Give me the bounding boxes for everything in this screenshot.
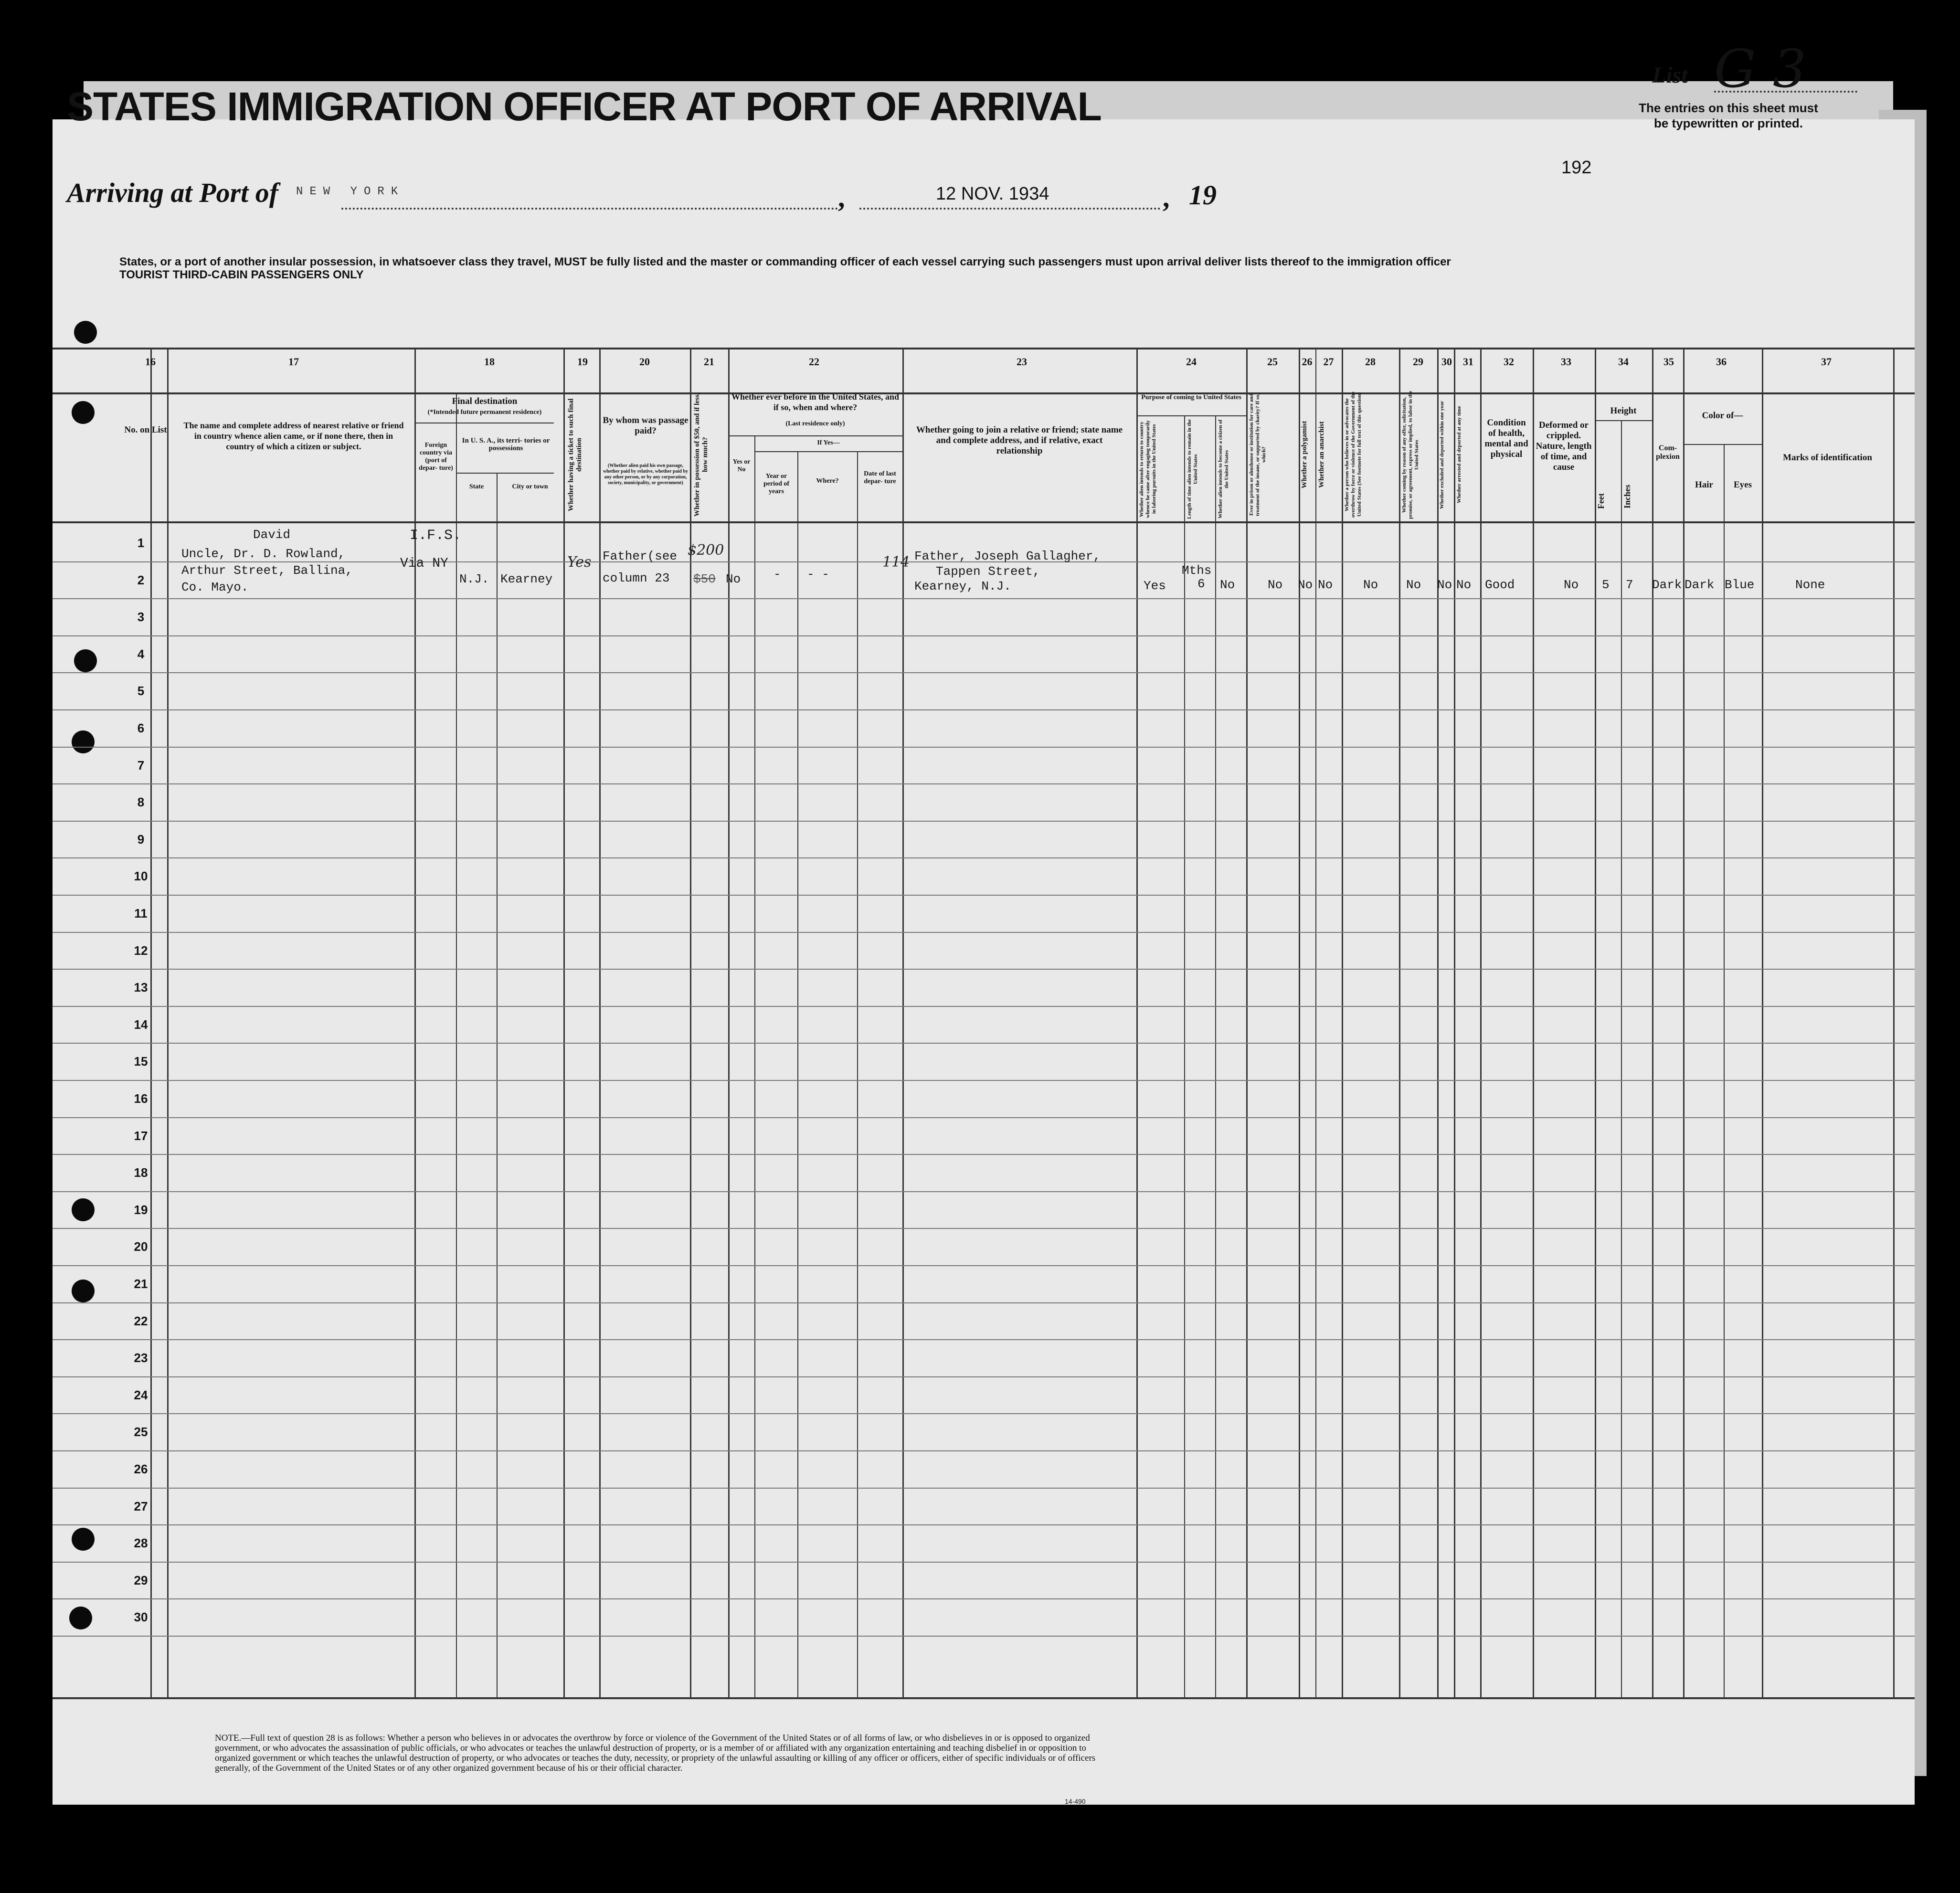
- heading-year-period: Year or period of years: [763, 473, 790, 495]
- heading-question-30: Whether excluded and deported within one year: [1439, 401, 1445, 509]
- column-number: 23: [1017, 356, 1027, 368]
- join-mark: 114: [882, 554, 910, 571]
- row-number: 22: [134, 1314, 148, 1328]
- question-31-value: No: [1456, 578, 1472, 592]
- row-rule: [53, 857, 1915, 858]
- relative-line: Uncle, Dr. D. Rowland,: [181, 547, 346, 561]
- row-rule: [53, 1339, 1915, 1340]
- table-bottom-rule: [53, 1697, 1915, 1699]
- column-rule: [1480, 349, 1482, 1698]
- row-number: 19: [134, 1203, 148, 1217]
- list-underline: [1714, 91, 1857, 93]
- row-rule: [53, 1413, 1915, 1414]
- row-number: 21: [134, 1277, 148, 1291]
- column-number: 27: [1323, 356, 1334, 368]
- destination-state: N.J.: [459, 572, 489, 586]
- heading-polygamist: Whether a polygamist: [1301, 421, 1308, 489]
- entries-note-line: The entries on this sheet must: [1639, 101, 1818, 115]
- row-number: 25: [134, 1425, 148, 1439]
- foreign-country-via: Via NY: [400, 556, 448, 571]
- column-rule: [1683, 349, 1685, 1698]
- height-feet: 5: [1602, 578, 1610, 592]
- heading-deformed: Deformed or crippled. Nature, length of time, and cause: [1536, 420, 1592, 472]
- row-number: 9: [137, 832, 145, 846]
- heading-marks: Marks of identification: [1783, 453, 1872, 463]
- row-rule: [53, 1636, 1915, 1637]
- table-top-rule: [53, 348, 1915, 349]
- port-underline: [341, 208, 838, 210]
- heading-purpose-length: Length of time alien intends to remain in the United States: [1187, 419, 1198, 519]
- heading-money: Whether in possession of $50, and if less, how much?: [693, 392, 709, 517]
- heading-health: Condition of health, mental and physical: [1484, 418, 1528, 459]
- column-rule: [754, 435, 755, 1697]
- port-name: NEW YORK: [296, 185, 405, 198]
- column-rule: [857, 451, 858, 1697]
- column-number: 18: [484, 356, 495, 368]
- ever-before: No: [726, 572, 741, 586]
- column-rule: [1315, 349, 1316, 1698]
- heading-complexion: Com- plexion: [1656, 444, 1680, 461]
- row-number: 11: [134, 906, 148, 920]
- column-number: 31: [1463, 356, 1473, 368]
- heading-foreign-country: Foreign country via (port of depar- ture): [419, 442, 453, 472]
- row-rule: [53, 932, 1915, 933]
- heading-in-usa: In U. S. A., its terri- tories or possessions: [462, 437, 550, 452]
- column-rule: [456, 394, 457, 1697]
- binder-hole: [74, 649, 97, 672]
- column-rule: [1215, 415, 1216, 1697]
- heading-if-yes: If Yes—: [817, 439, 840, 446]
- heading-question-28: Whether a person who believes in or advocates the overthrow by force or violence of the Government of the United States (See footnote for full text of this question): [1344, 391, 1362, 518]
- year-period: -: [773, 567, 781, 582]
- row-number: 14: [134, 1017, 148, 1032]
- destination-city: Kearney: [500, 572, 553, 586]
- row-number: 7: [137, 758, 145, 772]
- row-number: 28: [134, 1536, 148, 1550]
- purpose-return: Yes: [1144, 579, 1166, 593]
- binder-hole: [72, 730, 95, 753]
- height-inches: 7: [1626, 578, 1633, 592]
- heading-last-residence: (Last residence only): [785, 420, 845, 427]
- subheader-rule: [1683, 444, 1762, 445]
- join-relative: Tappen Street,: [936, 564, 1040, 579]
- marks-value: None: [1795, 578, 1825, 592]
- column-rule: [1399, 349, 1400, 1698]
- column-number: 36: [1716, 356, 1727, 368]
- binder-hole: [72, 401, 95, 424]
- row-rule: [53, 1228, 1915, 1229]
- column-number: 34: [1618, 356, 1629, 368]
- relative-name: David: [253, 528, 291, 542]
- form-number: 14-490: [1065, 1798, 1086, 1805]
- row-number: 27: [134, 1499, 148, 1513]
- row-number: 29: [134, 1573, 148, 1587]
- column-rule: [1724, 444, 1725, 1697]
- where: - -: [807, 567, 829, 582]
- row-number: 15: [134, 1054, 148, 1068]
- row-rule: [53, 1154, 1915, 1155]
- column-rule: [1533, 349, 1534, 1698]
- row-number: 30: [134, 1610, 148, 1624]
- question-29-value: No: [1406, 578, 1421, 592]
- heading-passage-paid: By whom was passage paid?: [603, 415, 689, 436]
- eyes-value: Blue: [1725, 578, 1755, 592]
- row-number: 5: [137, 684, 145, 698]
- binder-hole: [72, 1198, 95, 1221]
- row-rule: [53, 895, 1915, 896]
- question-30-value: No: [1437, 578, 1452, 592]
- binder-hole: [74, 321, 97, 344]
- row-number: 2: [137, 573, 145, 587]
- column-rule: [497, 473, 498, 1697]
- purpose-length: 6: [1197, 577, 1205, 591]
- column-rule: [1136, 349, 1138, 1698]
- column-rule: [1652, 349, 1653, 1698]
- printed-year: 192: [1561, 158, 1592, 178]
- heading-ever-before: Whether ever before in the United States, and if so, when and where?: [731, 392, 899, 412]
- row-rule: [53, 1524, 1915, 1525]
- column-number: 21: [704, 356, 714, 368]
- row-rule: [53, 969, 1915, 970]
- row-number: 8: [137, 795, 145, 809]
- row-rule: [53, 747, 1915, 748]
- row-rule: [53, 1562, 1915, 1563]
- row-number: 1: [137, 536, 145, 550]
- heading-hair: Hair: [1695, 480, 1713, 490]
- row-number: 12: [134, 943, 148, 958]
- heading-yes-no: Yes or No: [732, 458, 751, 473]
- heading-anarchist: Whether an anarchist: [1318, 421, 1325, 488]
- relative-line: Arthur Street, Ballina,: [181, 563, 353, 578]
- heading-passage-note: (Whether alien paid his own passage, whether paid by relative, whether paid by any other person, or by any corporation, society, municipality, or government): [603, 463, 689, 486]
- row-rule: [53, 1265, 1915, 1266]
- column-number: 16: [145, 356, 156, 368]
- row-rule: [53, 598, 1915, 599]
- row-rule: [53, 1488, 1915, 1489]
- passage-paid: column 23: [603, 571, 670, 585]
- foreign-country: I.F.S.: [410, 528, 462, 544]
- ticket-value: Yes: [567, 554, 592, 571]
- join-relative: Father, Joseph Gallagher,: [914, 549, 1101, 563]
- date-stamp: 12 NOV. 1934: [936, 184, 1049, 204]
- comma: ,: [1163, 182, 1170, 213]
- column-number: 26: [1302, 356, 1313, 368]
- heading-join-relative: Whether going to join a relative or friend; state name and complete address, and if relative, exact relationship: [916, 425, 1123, 456]
- column-number: 30: [1441, 356, 1452, 368]
- arriving-label: Arriving at Port of: [67, 177, 279, 208]
- column-rule: [728, 349, 730, 1698]
- entries-instruction: [1614, 100, 1843, 131]
- heading-ticket: Whether having a ticket to such final destination: [567, 398, 583, 511]
- header-rule: [53, 392, 1915, 394]
- page-title: STATES IMMIGRATION OFFICER AT PORT OF ARRIVAL: [67, 84, 1102, 129]
- heading-inches: Inches: [1622, 485, 1632, 509]
- row-rule: [53, 672, 1915, 673]
- heading-question-29: Whether coming by reason of any offer, solicitation, promise, or agreement, express or implied, to labor in the United States: [1401, 391, 1420, 519]
- subheader-rule: [1136, 415, 1246, 416]
- money-amount: $200: [688, 542, 724, 559]
- row-number: 13: [134, 980, 148, 994]
- date-underline: [859, 208, 1160, 210]
- column-rule: [1342, 349, 1343, 1698]
- row-number: 3: [137, 610, 145, 624]
- row-number: 26: [134, 1462, 148, 1476]
- column-rule: [1893, 349, 1895, 1698]
- column-number: 33: [1561, 356, 1571, 368]
- prison-value: No: [1268, 578, 1283, 592]
- column-number: 22: [809, 356, 819, 368]
- row-rule: [53, 1191, 1915, 1192]
- heading-purpose: Purpose of coming to United States: [1141, 394, 1241, 401]
- entries-note-line: be typewritten or printed.: [1653, 116, 1803, 130]
- deformed-value: No: [1564, 578, 1579, 592]
- column-rule: [797, 451, 798, 1697]
- row-rule: [53, 1043, 1915, 1044]
- subheader-rule: [754, 451, 902, 452]
- subheader-rule: [1595, 420, 1652, 421]
- row-rule: [53, 1080, 1915, 1081]
- question-28-footnote: NOTE.—Full text of question 28 is as follows: Whether a person who believes in or advocates the overthrow by force or violence of the Government of the United States or of all forms of law, or who disbelieves in or is opposed to organized government, or who advocates the assassination of public officials, or who advocates or teaches the unlawful destruction of property, or is a member of or affiliated with any organization entertaining and teaching disbelief in or opposition to organized government or which teaches the unlawful destruction of property, or who advocates or teaches the duty, necessity, or propriety of the unlawful assaulting or killing of any officer or officers, either of specific individuals or of officers generally, of the Government of the United States or of any other organized government because of his or their official character.: [215, 1733, 1096, 1773]
- heading-city: City or town: [512, 483, 548, 490]
- column-rule: [167, 349, 169, 1698]
- comma: ,: [838, 182, 845, 213]
- row-rule: [53, 1376, 1915, 1377]
- heading-final-destination-note: (*Intended future permanent residence): [427, 409, 542, 416]
- complexion-value: Dark: [1652, 578, 1682, 592]
- heading-feet: Feet: [1596, 493, 1606, 509]
- heading-question-31: Whether arrested and deported at any time: [1456, 406, 1462, 504]
- passage-paid: Father(see: [603, 549, 678, 563]
- row-number: 6: [137, 721, 145, 735]
- heading-where: Where?: [816, 477, 839, 485]
- class-line: TOURIST THIRD-CABIN PASSENGERS ONLY: [119, 268, 364, 281]
- column-rule: [414, 349, 416, 1698]
- row-number: 24: [134, 1388, 148, 1402]
- row-rule: [53, 1598, 1915, 1599]
- row-number: 10: [134, 869, 148, 883]
- row-number: 18: [134, 1165, 148, 1180]
- instruction-line: States, or a port of another insular possession, in whatsoever class they travel, MUST be fully listed and the master or commanding officer of each vessel carrying such passengers must upon arrival deliver lists thereof to the immigration officer: [119, 255, 1451, 268]
- row-number: 20: [134, 1239, 148, 1254]
- column-rule: [1184, 415, 1185, 1697]
- row-number: 23: [134, 1351, 148, 1365]
- binder-hole: [69, 1607, 92, 1629]
- row-number: 16: [134, 1091, 148, 1106]
- hair-value: Dark: [1685, 578, 1715, 592]
- header-bottom-rule: [53, 521, 1915, 523]
- row-number: 17: [134, 1129, 148, 1143]
- heading-purpose-return: Whether alien intends to return to country whence he came after engaging temporarily in laboring pursuits in the United States: [1139, 420, 1157, 518]
- column-number: 19: [577, 356, 588, 368]
- column-number: 35: [1663, 356, 1674, 368]
- column-rule: [1762, 349, 1763, 1698]
- row-rule: [53, 635, 1915, 636]
- join-relative: Kearney, N.J.: [914, 579, 1011, 593]
- heading-color-of: Color of—: [1702, 411, 1743, 421]
- column-rule: [1437, 349, 1439, 1698]
- column-rule: [1595, 349, 1596, 1698]
- column-rule: [1621, 420, 1622, 1697]
- column-rule: [1246, 349, 1248, 1698]
- list-number: G 3: [1714, 38, 1806, 99]
- column-rule: [1299, 349, 1300, 1698]
- health-value: Good: [1485, 578, 1515, 592]
- row-rule: [53, 783, 1915, 784]
- column-rule: [599, 349, 601, 1698]
- row-rule: [53, 821, 1915, 822]
- column-number: 25: [1267, 356, 1278, 368]
- column-rule: [902, 349, 904, 1698]
- heading-purpose-citizen: Whether alien intends to become a citizen of the United States: [1218, 419, 1229, 519]
- money-struck: $50: [693, 572, 716, 586]
- column-number: 29: [1413, 356, 1423, 368]
- heading-relative-abroad: The name and complete address of nearest relative or friend in country whence alien came, or if none there, then in country of which a citizen or subject.: [183, 421, 404, 451]
- row-rule: [53, 709, 1915, 710]
- heading-prison: Ever in prison or almshouse or institution for care and treatment of the insane, or supported by charity? If so, which?: [1249, 393, 1267, 516]
- anarchist-value: No: [1318, 578, 1333, 592]
- manifest-sheet: [53, 119, 1915, 1805]
- column-rule: [1454, 349, 1455, 1698]
- heading-height: Height: [1610, 406, 1637, 416]
- heading-final-destination: Final destination: [452, 396, 518, 406]
- row-rule: [53, 1117, 1915, 1118]
- column-number: 37: [1821, 356, 1832, 368]
- list-label: List: [1652, 63, 1688, 88]
- heading-no-on-list: No. on List: [124, 425, 167, 435]
- column-number: 32: [1504, 356, 1514, 368]
- row-rule: [53, 1450, 1915, 1451]
- subheader-rule: [456, 473, 554, 474]
- column-number: 17: [288, 356, 299, 368]
- heading-state: State: [469, 483, 484, 490]
- row-rule: [53, 1006, 1915, 1007]
- column-rule: [563, 349, 565, 1698]
- relative-line: Co. Mayo.: [181, 580, 249, 594]
- heading-eyes: Eyes: [1734, 480, 1752, 490]
- column-number: 28: [1365, 356, 1376, 368]
- purpose-length-unit: Mths: [1182, 563, 1212, 578]
- column-number: 20: [639, 356, 650, 368]
- question-28-value: No: [1363, 578, 1378, 592]
- year-suffix: 19: [1189, 180, 1217, 211]
- purpose-citizen: No: [1220, 578, 1235, 592]
- row-rule: [53, 1302, 1915, 1303]
- polygamist-value: No: [1298, 578, 1313, 592]
- binder-hole: [72, 1528, 95, 1551]
- column-number: 24: [1186, 356, 1197, 368]
- row-number: 4: [137, 647, 145, 661]
- binder-hole: [72, 1280, 95, 1302]
- heading-date-last: Date of last depar- ture: [864, 470, 896, 485]
